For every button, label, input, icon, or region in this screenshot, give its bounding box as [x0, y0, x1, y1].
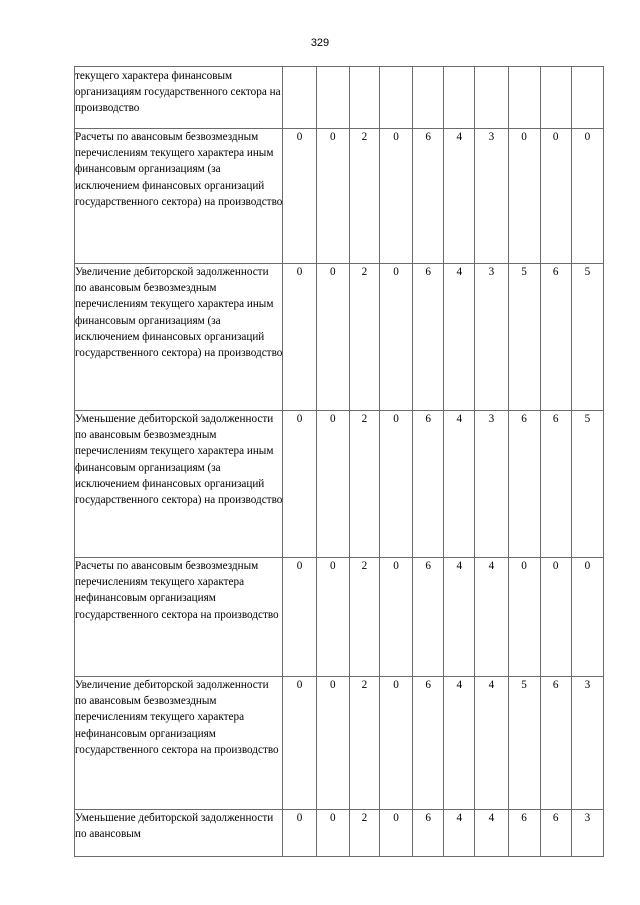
code-digit: 5 [571, 264, 603, 411]
code-digit: 0 [283, 677, 316, 810]
code-digit [508, 67, 540, 129]
table-row [75, 129, 604, 264]
code-digit: 4 [444, 264, 475, 411]
accounts-table [74, 66, 604, 857]
code-digit: 6 [540, 411, 571, 558]
code-digit: 0 [379, 810, 412, 857]
code-digit: 2 [349, 264, 379, 411]
code-digit: 0 [316, 558, 349, 677]
code-digit [444, 67, 475, 129]
code-digit [413, 67, 444, 129]
code-digit: 4 [444, 411, 475, 558]
row-description: Расчеты по авансовым безвозмездным перечислениям текущего характера нефинансовым организациям государственного сектора на производство [75, 558, 283, 677]
code-digit: 6 [413, 810, 444, 857]
code-digit: 4 [444, 810, 475, 857]
code-digit: 3 [475, 411, 508, 558]
code-digit: 2 [349, 677, 379, 810]
code-digit [475, 67, 508, 129]
table-row [75, 558, 604, 677]
code-digit: 0 [316, 677, 349, 810]
code-digit: 0 [379, 264, 412, 411]
code-digit [571, 67, 603, 129]
table-row [75, 264, 604, 411]
row-description: Увеличение дебиторской задолженности по авансовым безвозмездным перечислениям текущего характера нефинансовым организациям государственного сектора на производство [75, 677, 283, 810]
code-digit: 0 [379, 558, 412, 677]
code-digit: 6 [413, 129, 444, 264]
code-digit: 6 [413, 411, 444, 558]
table-body [75, 67, 604, 857]
code-digit: 6 [540, 810, 571, 857]
code-digit: 0 [316, 411, 349, 558]
code-digit: 6 [508, 810, 540, 857]
code-digit: 6 [413, 264, 444, 411]
code-digit: 5 [508, 677, 540, 810]
code-digit: 4 [475, 677, 508, 810]
table-row [75, 810, 604, 857]
code-digit: 0 [540, 558, 571, 677]
code-digit: 0 [316, 129, 349, 264]
code-digit: 3 [475, 264, 508, 411]
code-digit: 0 [283, 129, 316, 264]
code-digit: 0 [540, 129, 571, 264]
code-digit: 2 [349, 810, 379, 857]
code-digit: 2 [349, 558, 379, 677]
code-digit: 0 [379, 129, 412, 264]
code-digit: 0 [571, 129, 603, 264]
code-digit: 2 [349, 129, 379, 264]
code-digit: 4 [444, 677, 475, 810]
code-digit: 0 [508, 558, 540, 677]
code-digit: 0 [283, 411, 316, 558]
code-digit: 3 [571, 677, 603, 810]
code-digit: 0 [508, 129, 540, 264]
code-digit: 0 [283, 558, 316, 677]
code-digit: 0 [283, 810, 316, 857]
table-row [75, 411, 604, 558]
code-digit: 0 [379, 411, 412, 558]
table-row [75, 67, 604, 129]
code-digit: 3 [571, 810, 603, 857]
code-digit: 6 [540, 677, 571, 810]
row-description: Расчеты по авансовым безвозмездным перечислениям текущего характера иным финансовым организациям (за исключением финансовых организаций государственного сектора) на производство [75, 129, 283, 264]
code-digit [316, 67, 349, 129]
row-description: текущего характера финансовым организациям государственного сектора на производство [75, 67, 283, 129]
row-description: Увеличение дебиторской задолженности по авансовым безвозмездным перечислениям текущего характера иным финансовым организациям (за исключением финансовых организаций государственного сектора) на производство [75, 264, 283, 411]
table-row [75, 677, 604, 810]
code-digit [540, 67, 571, 129]
code-digit: 5 [571, 411, 603, 558]
code-digit [349, 67, 379, 129]
code-digit: 4 [475, 558, 508, 677]
code-digit: 0 [571, 558, 603, 677]
code-digit: 4 [475, 810, 508, 857]
code-digit: 2 [349, 411, 379, 558]
code-digit: 6 [508, 411, 540, 558]
row-description: Уменьшение дебиторской задолженности по авансовым [75, 810, 283, 857]
code-digit: 6 [540, 264, 571, 411]
code-digit: 3 [475, 129, 508, 264]
row-description: Уменьшение дебиторской задолженности по авансовым безвозмездным перечислениям текущего характера иным финансовым организациям (за исключением финансовых организаций государственного сектора) на производство [75, 411, 283, 558]
code-digit: 4 [444, 558, 475, 677]
code-digit [379, 67, 412, 129]
page-number: 329 [310, 37, 330, 49]
code-digit: 6 [413, 558, 444, 677]
code-digit: 0 [283, 264, 316, 411]
code-digit: 5 [508, 264, 540, 411]
code-digit: 0 [316, 264, 349, 411]
code-digit: 6 [413, 677, 444, 810]
code-digit: 0 [316, 810, 349, 857]
code-digit: 4 [444, 129, 475, 264]
code-digit [283, 67, 316, 129]
code-digit: 0 [379, 677, 412, 810]
